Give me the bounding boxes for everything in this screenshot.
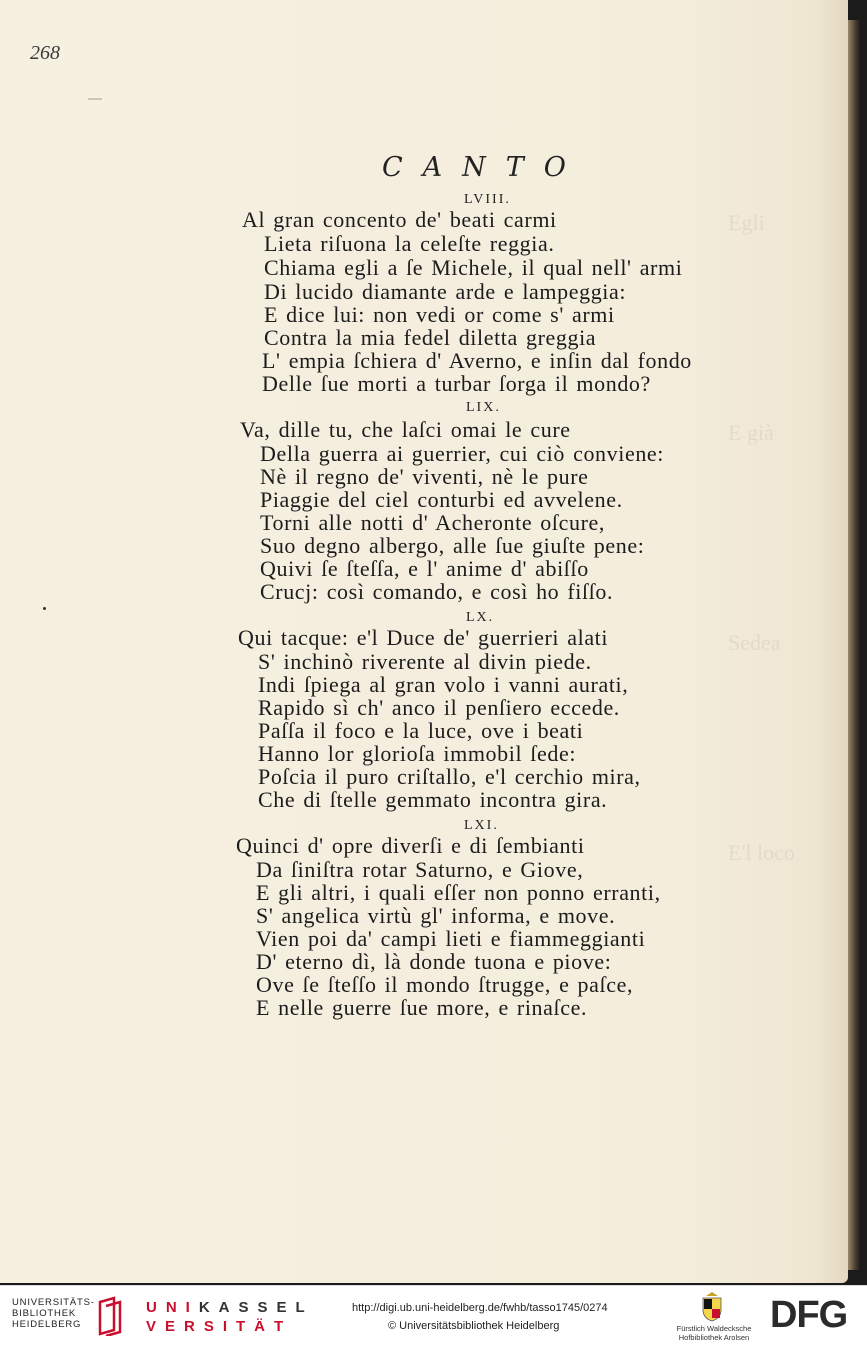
copyright-text: © Universitätsbibliothek Heidelberg	[388, 1320, 560, 1332]
verse-line: Della guerra ai guerrier, cui ciò conviene:	[260, 441, 665, 466]
bleed-through-text: Sedea	[728, 630, 781, 655]
ink-speck	[43, 607, 46, 610]
uhd-line: BIBLIOTHEK	[12, 1308, 76, 1319]
dfg-logo[interactable]: DFG	[770, 1294, 848, 1336]
kassel-bottom: VERSITÄT	[146, 1318, 293, 1335]
stanza-numeral: LVIII.	[464, 192, 511, 207]
verse-line: Vien poi da' campi lieti e fiammeggianti	[256, 926, 646, 951]
verse-line: Lieta riſuona la celeſte reggia.	[264, 231, 555, 256]
uhd-book-icon	[96, 1296, 126, 1336]
verse-line: Di lucido diamante arde e lampeggia:	[264, 279, 627, 304]
page-edge	[848, 20, 860, 1270]
arolsen-library-text[interactable]	[668, 1324, 760, 1342]
uhd-line: UNIVERSITÄTS-	[12, 1297, 95, 1308]
verse-line: Delle ſue morti a turbar ſorga il mondo?	[262, 371, 651, 396]
verse-line: Rapido sì ch' anco il penſiero eccede.	[258, 695, 620, 720]
kassel-top: UNIKASSEL	[146, 1299, 314, 1316]
bleed-through-text: E'l loco	[728, 840, 795, 865]
verse-line: Che di ſtelle gemmato incontra gira.	[258, 787, 608, 812]
verse-line: Quivi ſe ſteſſa, e l' anime d' abiſſo	[260, 556, 589, 581]
verse-line: Crucj: così comando, e così ho fiſſo.	[260, 579, 614, 604]
verse-line: Qui tacque: e'l Duce de' guerrieri alati	[238, 625, 609, 650]
page-number: 268	[30, 42, 60, 64]
verse-line: Poſcia il puro criſtallo, e'l cerchio mira,	[258, 764, 641, 789]
verse-line: S' angelica virtù gl' informa, e move.	[256, 903, 616, 928]
arolsen-line: Hofbibliothek Arolsen	[678, 1333, 750, 1342]
footer-bar	[0, 1285, 867, 1348]
verse-line: E nelle guerre ſue more, e rinaſce.	[256, 995, 588, 1020]
verse-line: Suo degno albergo, alle ſue giuſte pene:	[260, 533, 645, 558]
bleed-through-text: Egli	[728, 210, 765, 235]
coat-of-arms-icon	[700, 1290, 724, 1322]
uhd-line: HEIDELBERG	[12, 1319, 82, 1330]
verse-line: Va, dille tu, che laſci omai le cure	[240, 417, 571, 442]
verse-line: E dice lui: non vedi or come s' armi	[264, 302, 615, 327]
verse-line: Indi ſpiega al gran volo i vanni aurati,	[258, 672, 629, 697]
verse-line: Contra la mia fedel diletta greggia	[264, 325, 597, 350]
verse-line: S' inchinò riverente al divin piede.	[258, 649, 592, 674]
verse-line: Torni alle notti d' Acheronte oſcure,	[260, 510, 605, 535]
bleed-through-text: E già	[728, 420, 774, 445]
verse-line: L' empia ſchiera d' Averno, e inſin dal fondo	[262, 348, 692, 373]
stanza-numeral: LIX.	[466, 400, 501, 415]
pencil-mark	[88, 98, 102, 100]
uhd-logo-text[interactable]	[12, 1297, 95, 1330]
verse-line: D' eterno dì, là donde tuona e piove:	[256, 949, 612, 974]
verse-line: Nè il regno de' viventi, nè le pure	[260, 464, 589, 489]
verse-line: Ove ſe ſteſſo il mondo ſtrugge, e paſce,	[256, 972, 634, 997]
stanza-numeral: LXI.	[464, 818, 499, 833]
verse-line: Da ſiniſtra rotar Saturno, e Giove,	[256, 857, 584, 882]
stanza-numeral: LX.	[466, 610, 495, 625]
arolsen-line: Fürstlich Waldecksche	[676, 1324, 752, 1333]
verse-line: Al gran concento de' beati carmi	[242, 207, 557, 232]
verse-line: Chiama egli a ſe Michele, il qual nell' armi	[264, 255, 683, 280]
verse-line: E gli altri, i quali eſſer non ponno erranti,	[256, 880, 661, 905]
uni-kassel-logo[interactable]	[146, 1298, 314, 1336]
verse-line: Hanno lor glorioſa immobil ſede:	[258, 741, 577, 766]
verse-line: Piaggie del ciel conturbi ed avvelene.	[260, 487, 623, 512]
verse-line: Paſſa il foco e la luce, ove i beati	[258, 718, 584, 743]
verse-line: Quinci d' opre diverſi e di ſembianti	[236, 833, 585, 858]
permalink-url[interactable]: http://digi.ub.uni-heidelberg.de/fwhb/tasso1745/0274	[352, 1302, 608, 1314]
canto-heading: CANTO	[382, 152, 586, 183]
